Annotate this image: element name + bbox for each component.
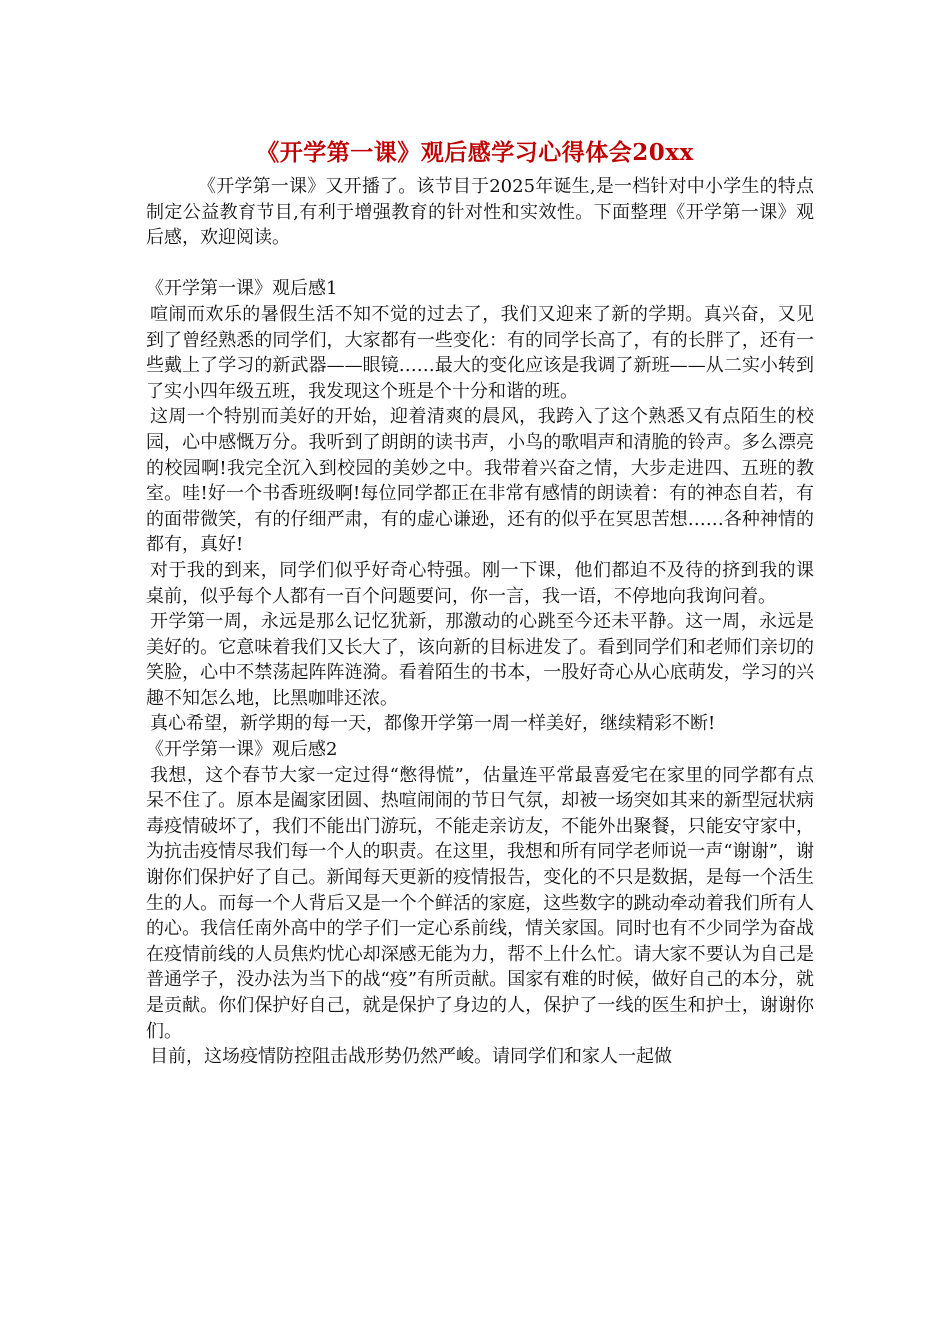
body-paragraph: 开学第一周，永远是那么记忆犹新，那激动的心跳至今还未平静。这一周，永远是美好的。它意味着我们又长大了，该向新的目标进发了。看到同学们和老师们亲切的笑脸，心中不禁荡起阵阵涟漪。看着陌生的书本，一股好奇心从心底萌发，学习的兴趣不知怎么地，比黑咖啡还浓。 (146, 611, 814, 709)
document-body (146, 174, 814, 1070)
blank-line (146, 251, 814, 277)
intro-paragraph: 《开学第一课》又开播了。该节目于2025年诞生,是一档针对中小学生的特点制定公益教育节目,有利于增强教育的针对性和实效性。下面整理《开学第一课》观后感，欢迎阅读。 (146, 176, 814, 249)
section-heading-1: 《开学第一课》观后感1 (146, 278, 338, 300)
body-paragraph: 对于我的到来，同学们似乎好奇心特强。刚一下课，他们都迫不及待的挤到我的课桌前，似乎每个人都有一百个问题要问，你一言，我一语，不停地向我询问着。 (146, 559, 814, 607)
body-paragraph: 真心希望，新学期的每一天，都像开学第一周一样美好，继续精彩不断! (150, 713, 716, 735)
body-paragraph: 喧闹而欢乐的暑假生活不知不觉的过去了，我们又迎来了新的学期。真兴奋，又见到了曾经熟悉的同学们，大家都有一些变化：有的同学长高了，有的长胖了，还有一些戴上了学习的新武器——眼镜……最大的变化应该是我调了新班——从二实小转到了实小四年级五班，我发现这个班是个十分和谐的班。 (146, 303, 814, 402)
section-heading-2: 《开学第一课》观后感2 (146, 739, 338, 761)
document-title: 《开学第一课》观后感学习心得体会20xx (256, 139, 694, 166)
body-paragraph: 我想，这个春节大家一定过得“憋得慌”，估量连平常最喜爱宅在家里的同学都有点呆不住了。原本是阖家团圆、热喧闹闹的节日气氛，却被一场突如其来的新型冠状病毒疫情破坏了，我们不能出门游玩，不能走亲访友，不能外出聚餐，只能安守家中，为抗击疫情尽我们每一个人的职责。在这里，我想和所有同学老师说一声“谢谢”，谢谢你们保护好了自己。新闻每天更新的疫情报告，变化的不只是数据，是每一个活生生的人。而每一个人背后又是一个个鲜活的家庭，这些数字的跳动牵动着我们所有人的心。我信任南外高中的学子们一定心系前线，情关家国。同时也有不少同学为奋战在疫情前线的人员焦灼忧心却深感无能为力，帮不上什么忙。请大家不要认为自己是普通学子，没办法为当下的战“疫”有所贡献。国家有难的时候，做好自己的本分，就是贡献。你们保护好自己，就是保护了身边的人，保护了一线的医生和护士，谢谢你们。 (146, 764, 814, 1042)
body-paragraph: 目前，这场疫情防控阻击战形势仍然严峻。请同学们和家人一起做 (150, 1046, 672, 1068)
body-paragraph: 这周一个特别而美好的开始，迎着清爽的晨风，我跨入了这个熟悉又有点陌生的校园，心中感慨万分。我听到了朗朗的读书声，小鸟的歌唱声和清脆的铃声。多么漂亮的校园啊!我完全沉入到校园的美妙之中。我带着兴奋之情，大步走进四、五班的教室。哇!好一个书香班级啊!每位同学都正在非常有感情的朗读着：有的神态自若，有的面带微笑，有的仔细严肃，有的虚心谦逊，还有的似乎在冥思苦想……各种神情的都有，真好! (146, 406, 814, 556)
